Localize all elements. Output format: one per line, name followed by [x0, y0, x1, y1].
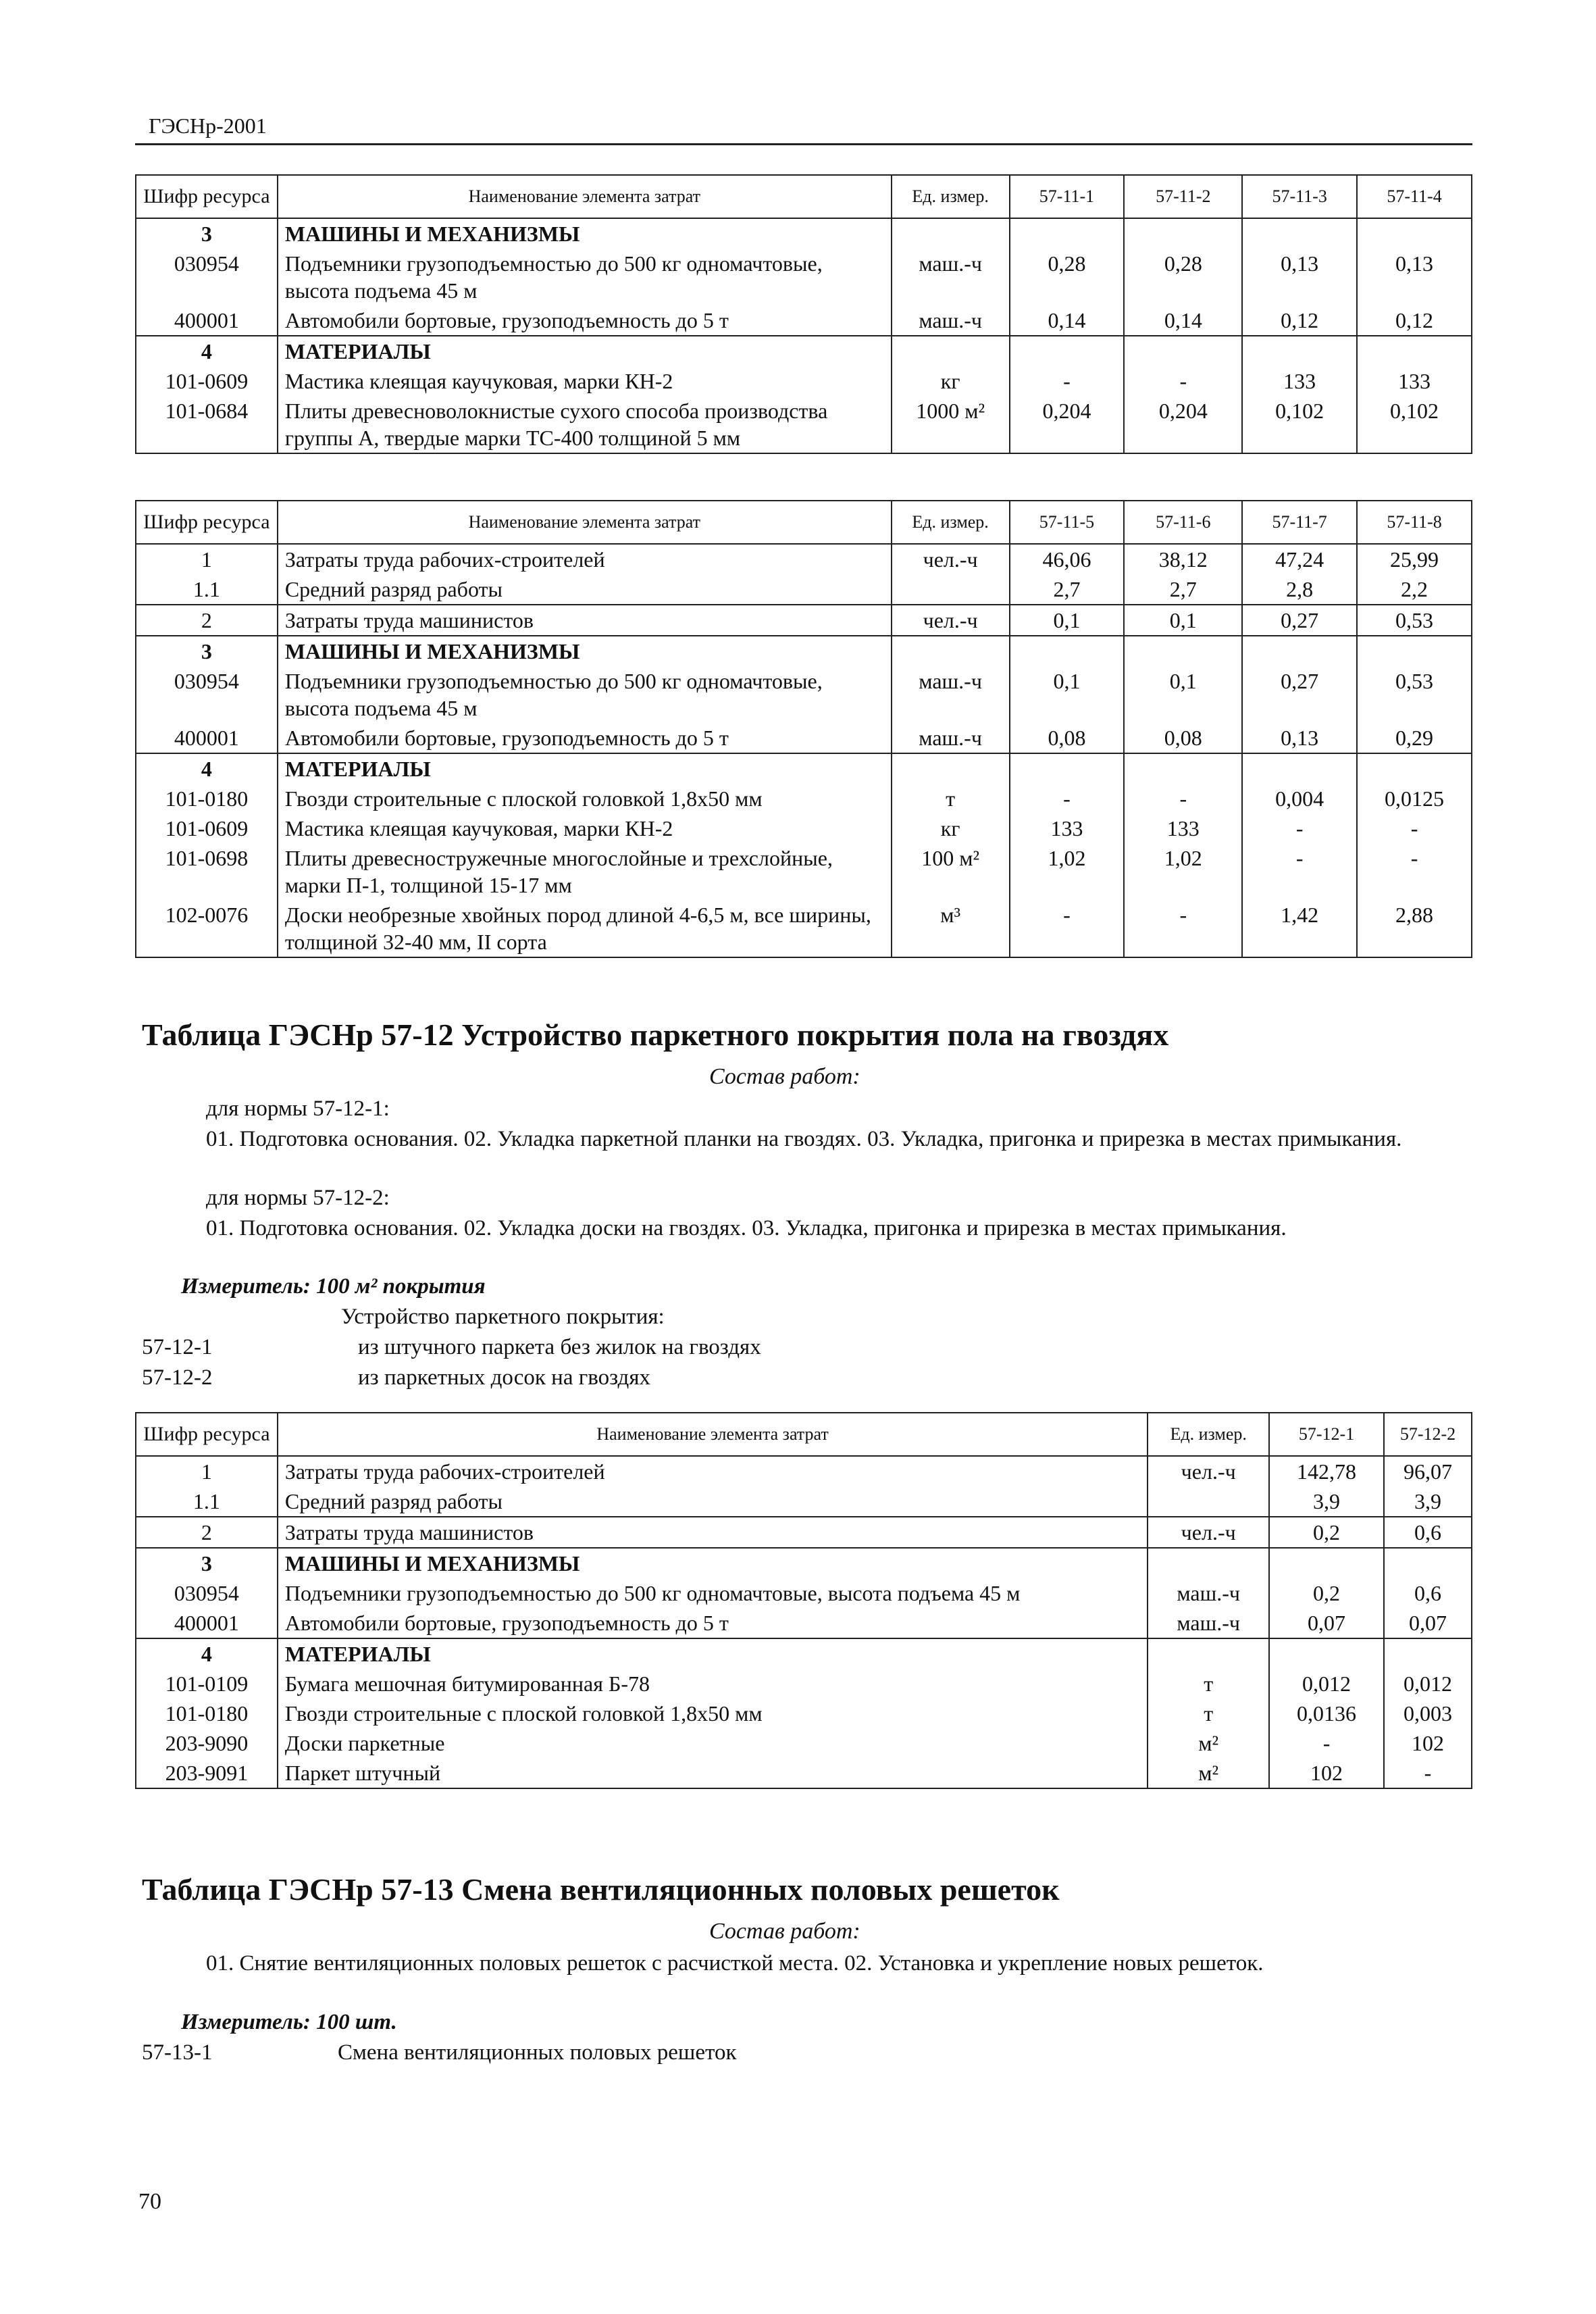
value-cell: 142,78	[1269, 1456, 1384, 1486]
cost-element-name-cell: Автомобили бортовые, грузоподъемность до 5 т	[278, 723, 892, 753]
resource-code-cell: 3	[136, 1548, 278, 1578]
norm-code-57-13-1: 57-13-1	[142, 2040, 213, 2065]
column-header: 57-11-8	[1357, 501, 1472, 544]
value-cell: 0,07	[1269, 1608, 1384, 1638]
running-header: ГЭСНр-2001	[149, 114, 267, 138]
table-header-row	[136, 175, 1472, 218]
table-header-row	[136, 501, 1472, 544]
unit-cell	[892, 218, 1010, 249]
table-row	[136, 813, 1472, 843]
cost-element-name-cell: Мастика клеящая каучуковая, марки КН-2	[278, 813, 892, 843]
table-row	[136, 1638, 1472, 1669]
value-cell: 0,14	[1010, 305, 1125, 336]
unit-cell: чел.-ч	[1148, 1517, 1269, 1548]
table-row	[136, 1517, 1472, 1548]
value-cell	[1242, 218, 1357, 249]
resource-code-cell: 101-0698	[136, 843, 278, 900]
table-row	[136, 396, 1472, 453]
table-row	[136, 1758, 1472, 1788]
resource-table-57-11-5-8	[135, 500, 1472, 958]
value-cell: 2,2	[1401, 577, 1428, 601]
value-cell: 3,9	[1414, 1489, 1441, 1513]
value-cell: -	[1010, 784, 1125, 813]
cost-element-name-cell: Затраты труда машинистов	[278, 605, 892, 636]
value-cell	[1124, 636, 1242, 666]
value-cell: 0,0125	[1385, 786, 1445, 811]
value-cell: 0,004	[1242, 784, 1357, 813]
resource-code-cell: 030954	[136, 666, 278, 723]
value-cell	[1242, 753, 1357, 784]
measure-line-57-12	[181, 1272, 486, 1301]
table-row	[136, 336, 1472, 366]
resource-code-cell: 400001	[136, 723, 278, 753]
cost-element-name-cell: Мастика клеящая каучуковая, марки КН-2	[278, 366, 892, 396]
norm-label-1: для нормы 57-12-1:	[206, 1097, 390, 1121]
unit-cell: маш.-ч	[892, 723, 1010, 753]
table-row	[136, 1669, 1472, 1699]
value-cell: 0,12	[1395, 308, 1434, 332]
table-row	[136, 1548, 1472, 1578]
value-cell: 133	[1010, 813, 1125, 843]
value-cell: 0,12	[1242, 305, 1357, 336]
value-cell: 133	[1124, 813, 1242, 843]
resource-code-cell: 4	[136, 336, 278, 366]
column-header: Наименование элемента затрат	[278, 501, 892, 544]
table-row	[136, 1699, 1472, 1728]
cost-element-name-cell: Паркет штучный	[278, 1758, 1148, 1788]
measure-label: Измеритель:	[181, 1274, 311, 1299]
unit-cell	[1148, 1638, 1269, 1669]
cost-element-name-cell: Затраты труда рабочих-строителей	[278, 544, 892, 574]
value-cell: 1,02	[1010, 843, 1125, 900]
value-cell: 0,204	[1124, 396, 1242, 453]
cost-element-name-cell: Средний разряд работы	[278, 1486, 1148, 1517]
value-cell: 25,99	[1390, 547, 1439, 572]
table-row	[136, 1728, 1472, 1758]
cost-element-name-cell: Средний разряд работы	[278, 574, 892, 605]
column-header: 57-11-7	[1242, 501, 1357, 544]
resource-code-cell: 400001	[136, 1608, 278, 1638]
value-cell: 96,07	[1404, 1459, 1452, 1484]
section-title-57-13: Таблица ГЭСНр 57-13 Смена вентиляционных половых решеток	[142, 1872, 1060, 1907]
resource-code-cell: 400001	[136, 305, 278, 336]
unit-cell: маш.-ч	[1148, 1608, 1269, 1638]
column-header: 57-11-4	[1357, 175, 1472, 218]
resource-code-cell: 101-0609	[136, 366, 278, 396]
value-cell: -	[1242, 813, 1357, 843]
cost-element-name-cell: Бумага мешочная битумированная Б-78	[278, 1669, 1148, 1699]
value-cell	[1242, 336, 1357, 366]
table-row	[136, 574, 1472, 605]
cost-element-name-cell: Автомобили бортовые, грузоподъемность до 5 т	[278, 1608, 1148, 1638]
value-cell: 0,1	[1010, 666, 1125, 723]
unit-cell: кг	[892, 813, 1010, 843]
resource-code-cell: 4	[136, 1638, 278, 1669]
unit-cell: т	[1148, 1669, 1269, 1699]
value-cell: 2,8	[1242, 574, 1357, 605]
value-cell: 0,1	[1010, 605, 1125, 636]
resource-code-cell: 1	[136, 544, 278, 574]
value-cell: 102	[1412, 1731, 1444, 1755]
table-row	[136, 636, 1472, 666]
value-cell	[1357, 753, 1472, 784]
measure-value: 100 м² покрытия	[316, 1274, 486, 1299]
norm-label-2: для нормы 57-12-2:	[206, 1186, 390, 1210]
cost-element-name-cell: Гвозди строительные с плоской головкой 1,8х50 мм	[278, 1699, 1148, 1728]
column-header: Шифр ресурса	[136, 1413, 278, 1456]
measure-line-57-13	[181, 2008, 397, 2037]
table-row	[136, 249, 1472, 305]
resource-code-cell: 203-9091	[136, 1758, 278, 1788]
value-cell: -	[1269, 1728, 1384, 1758]
cost-element-name-cell: Затраты труда рабочих-строителей	[278, 1456, 1148, 1486]
value-cell: 0,53	[1357, 605, 1472, 636]
value-cell: 0,27	[1242, 605, 1357, 636]
cost-element-name-cell: Подъемники грузоподъемностью до 500 кг одномачтовые, высота подъема 45 м	[278, 1578, 1148, 1608]
unit-cell: 1000 м²	[892, 396, 1010, 453]
resource-code-cell: 2	[136, 1517, 278, 1548]
column-header: Ед. измер.	[892, 175, 1010, 218]
value-cell	[1269, 1548, 1384, 1578]
table-row	[136, 723, 1472, 753]
value-cell: 0,29	[1395, 726, 1434, 750]
cost-element-name-cell: Подъемники грузоподъемностью до 500 кг одномачтовые, высота подъема 45 м	[278, 249, 892, 305]
table-row	[136, 666, 1472, 723]
value-cell: -	[1124, 784, 1242, 813]
resource-code-cell: 101-0180	[136, 784, 278, 813]
cost-element-name-cell: Плиты древесностружечные многослойные и трехслойные, марки П-1, толщиной 15-17 мм	[278, 843, 892, 900]
unit-cell: маш.-ч	[892, 249, 1010, 305]
resource-code-cell: 4	[136, 753, 278, 784]
table-row	[136, 753, 1472, 784]
column-header: 57-12-1	[1269, 1413, 1384, 1456]
value-cell	[1010, 636, 1125, 666]
table-row	[136, 1456, 1472, 1486]
value-cell	[1384, 1638, 1472, 1669]
value-cell: -	[1410, 816, 1418, 840]
resource-code-cell: 1.1	[136, 574, 278, 605]
column-header: Ед. измер.	[1148, 1413, 1269, 1456]
unit-cell: чел.-ч	[892, 544, 1010, 574]
table-row	[136, 366, 1472, 396]
resource-code-cell: 3	[136, 218, 278, 249]
table-row	[136, 605, 1472, 636]
value-cell: 47,24	[1242, 544, 1357, 574]
cost-element-name-cell: МАШИНЫ И МЕХАНИЗМЫ	[278, 636, 892, 666]
unit-cell: 100 м²	[892, 843, 1010, 900]
column-header: 57-11-2	[1124, 175, 1242, 218]
value-cell	[1242, 636, 1357, 666]
resource-code-cell: 1	[136, 1456, 278, 1486]
value-cell	[1124, 336, 1242, 366]
value-cell: -	[1124, 900, 1242, 957]
resource-code-cell: 030954	[136, 1578, 278, 1608]
unit-cell: м²	[1148, 1758, 1269, 1788]
table-header-row	[136, 1413, 1472, 1456]
column-header: 57-11-5	[1010, 501, 1125, 544]
norm-code-57-12-1: 57-12-1	[142, 1335, 213, 1359]
resource-code-cell: 030954	[136, 249, 278, 305]
column-header: 57-11-3	[1242, 175, 1357, 218]
unit-cell: т	[892, 784, 1010, 813]
value-cell	[1010, 336, 1125, 366]
measure-label: Измеритель:	[181, 2010, 311, 2034]
cost-element-name-cell: МАШИНЫ И МЕХАНИЗМЫ	[278, 218, 892, 249]
column-header: 57-12-2	[1384, 1413, 1472, 1456]
value-cell: 0,003	[1404, 1701, 1452, 1726]
page-number: 70	[138, 2189, 161, 2214]
value-cell	[1124, 753, 1242, 784]
column-header: Ед. измер.	[892, 501, 1010, 544]
value-cell: -	[1010, 900, 1125, 957]
value-cell: 0,6	[1414, 1581, 1441, 1605]
value-cell: 0,28	[1124, 249, 1242, 305]
column-header: Наименование элемента затрат	[278, 175, 892, 218]
value-cell	[1357, 218, 1472, 249]
cost-element-name-cell: МАТЕРИАЛЫ	[278, 336, 892, 366]
resource-code-cell: 101-0684	[136, 396, 278, 453]
value-cell: 0,53	[1395, 669, 1434, 693]
norm-code-57-12-2: 57-12-2	[142, 1365, 213, 1390]
cost-element-name-cell: Плиты древесноволокнистые сухого способа производства группы А, твердые марки ТС-400 толщиной 5 мм	[278, 396, 892, 453]
value-cell: 0,13	[1242, 249, 1357, 305]
value-cell: -	[1124, 366, 1242, 396]
value-cell: 0,08	[1124, 723, 1242, 753]
unit-cell: т	[1148, 1699, 1269, 1728]
column-header: Шифр ресурса	[136, 175, 278, 218]
unit-cell	[1148, 1548, 1269, 1578]
value-cell: 2,7	[1010, 574, 1125, 605]
value-cell	[1010, 218, 1125, 249]
value-cell: 0,012	[1404, 1671, 1452, 1696]
value-cell: 0,2	[1269, 1578, 1384, 1608]
value-cell	[1010, 753, 1125, 784]
value-cell: 0,13	[1242, 723, 1357, 753]
value-cell: 0,012	[1269, 1669, 1384, 1699]
value-cell: 0,27	[1242, 666, 1357, 723]
resource-code-cell: 101-0609	[136, 813, 278, 843]
resource-code-cell: 101-0180	[136, 1699, 278, 1728]
value-cell: 0,28	[1010, 249, 1125, 305]
column-header: Шифр ресурса	[136, 501, 278, 544]
value-cell: 102	[1269, 1758, 1384, 1788]
unit-cell: маш.-ч	[892, 305, 1010, 336]
section-title-57-12: Таблица ГЭСНр 57-12 Устройство паркетного покрытия пола на гвоздях	[142, 1017, 1169, 1052]
norm-desc-57-12-1: из штучного паркета без жилок на гвоздях	[358, 1335, 761, 1359]
value-cell: 0,1	[1124, 605, 1242, 636]
value-cell: 0,1	[1124, 666, 1242, 723]
unit-cell: маш.-ч	[1148, 1578, 1269, 1608]
cost-element-name-cell: Затраты труда машинистов	[278, 1517, 1148, 1548]
value-cell: 0,08	[1010, 723, 1125, 753]
cost-element-name-cell: Доски паркетные	[278, 1728, 1148, 1758]
measure-value: 100 шт.	[316, 2010, 397, 2034]
unit-cell: маш.-ч	[892, 666, 1010, 723]
value-cell	[1357, 336, 1472, 366]
value-cell: 1,02	[1124, 843, 1242, 900]
unit-cell: кг	[892, 366, 1010, 396]
resource-code-cell: 101-0109	[136, 1669, 278, 1699]
value-cell: 0,07	[1409, 1611, 1447, 1635]
value-cell	[1357, 636, 1472, 666]
cost-element-name-cell: Подъемники грузоподъемностью до 500 кг одномачтовые, высота подъема 45 м	[278, 666, 892, 723]
value-cell: 0,14	[1124, 305, 1242, 336]
table-row	[136, 305, 1472, 336]
table-row	[136, 1578, 1472, 1608]
norm-desc-57-13-1: Смена вентиляционных половых решеток	[338, 2040, 737, 2065]
value-cell: 2,88	[1395, 903, 1434, 927]
value-cell: 0,2	[1269, 1517, 1384, 1548]
value-cell: 0,0136	[1269, 1699, 1384, 1728]
table-row	[136, 218, 1472, 249]
norm-text-2: 01. Подготовка основания. 02. Укладка доски на гвоздях. 03. Укладка, пригонка и прирезка в местах примыкания.	[206, 1216, 1287, 1240]
column-header: Наименование элемента затрат	[278, 1413, 1148, 1456]
unit-cell	[892, 753, 1010, 784]
unit-cell	[1148, 1486, 1269, 1517]
value-cell: 38,12	[1124, 544, 1242, 574]
unit-cell	[892, 574, 1010, 605]
table-row	[136, 900, 1472, 957]
sostav-label: Состав работ:	[709, 1064, 860, 1089]
value-cell: 0,102	[1242, 396, 1357, 453]
table-row	[136, 1608, 1472, 1638]
table-row	[136, 544, 1472, 574]
column-header: 57-11-6	[1124, 501, 1242, 544]
resource-table-57-12	[135, 1412, 1472, 1789]
table-row	[136, 1486, 1472, 1517]
value-cell	[1124, 218, 1242, 249]
value-cell: 1,42	[1242, 900, 1357, 957]
value-cell: -	[1010, 366, 1125, 396]
norm-text-1: 01. Подготовка основания. 02. Укладка паркетной планки на гвоздях. 03. Укладка, пригонка и прирезка в местах примыкания.	[206, 1127, 1402, 1151]
value-cell: 133	[1398, 369, 1431, 393]
unit-cell	[892, 636, 1010, 666]
unit-cell	[892, 336, 1010, 366]
header-rule	[135, 143, 1472, 145]
cost-element-name-cell: МАТЕРИАЛЫ	[278, 1638, 1148, 1669]
value-cell: 0,102	[1390, 399, 1439, 423]
resource-code-cell: 2	[136, 605, 278, 636]
resource-code-cell: 3	[136, 636, 278, 666]
table-row	[136, 784, 1472, 813]
value-cell: -	[1424, 1761, 1432, 1785]
table-row	[136, 843, 1472, 900]
value-cell: 3,9	[1269, 1486, 1384, 1517]
value-cell	[1269, 1638, 1384, 1669]
value-cell: 2,7	[1124, 574, 1242, 605]
cost-element-name-cell: Автомобили бортовые, грузоподъемность до 5 т	[278, 305, 892, 336]
value-cell: 0,6	[1384, 1517, 1472, 1548]
resource-code-cell: 1.1	[136, 1486, 278, 1517]
value-cell: 0,13	[1395, 251, 1434, 276]
resource-code-cell: 203-9090	[136, 1728, 278, 1758]
unit-cell: чел.-ч	[892, 605, 1010, 636]
cost-element-name-cell: МАТЕРИАЛЫ	[278, 753, 892, 784]
cost-element-name-cell: Доски необрезные хвойных пород длиной 4-6,5 м, все ширины, толщиной 32-40 мм, II сорта	[278, 900, 892, 957]
work-intro: Устройство паркетного покрытия:	[341, 1305, 665, 1329]
value-cell: -	[1242, 843, 1357, 900]
value-cell: 46,06	[1010, 544, 1125, 574]
norm-desc-57-12-2: из паркетных досок на гвоздях	[358, 1365, 651, 1390]
resource-code-cell: 102-0076	[136, 900, 278, 957]
value-cell: 0,204	[1010, 396, 1125, 453]
value-cell: -	[1410, 846, 1418, 870]
work-text-57-13: 01. Снятие вентиляционных половых решеток с расчисткой места. 02. Установка и укрепление новых решеток.	[206, 1951, 1264, 1976]
cost-element-name-cell: Гвозди строительные с плоской головкой 1,8х50 мм	[278, 784, 892, 813]
value-cell	[1384, 1548, 1472, 1578]
value-cell: 133	[1242, 366, 1357, 396]
cost-element-name-cell: МАШИНЫ И МЕХАНИЗМЫ	[278, 1548, 1148, 1578]
sostav-label-57-13: Состав работ:	[709, 1919, 860, 1944]
unit-cell: чел.-ч	[1148, 1456, 1269, 1486]
resource-table-57-11-1-4	[135, 174, 1472, 454]
column-header: 57-11-1	[1010, 175, 1125, 218]
unit-cell: м³	[892, 900, 1010, 957]
unit-cell: м²	[1148, 1728, 1269, 1758]
